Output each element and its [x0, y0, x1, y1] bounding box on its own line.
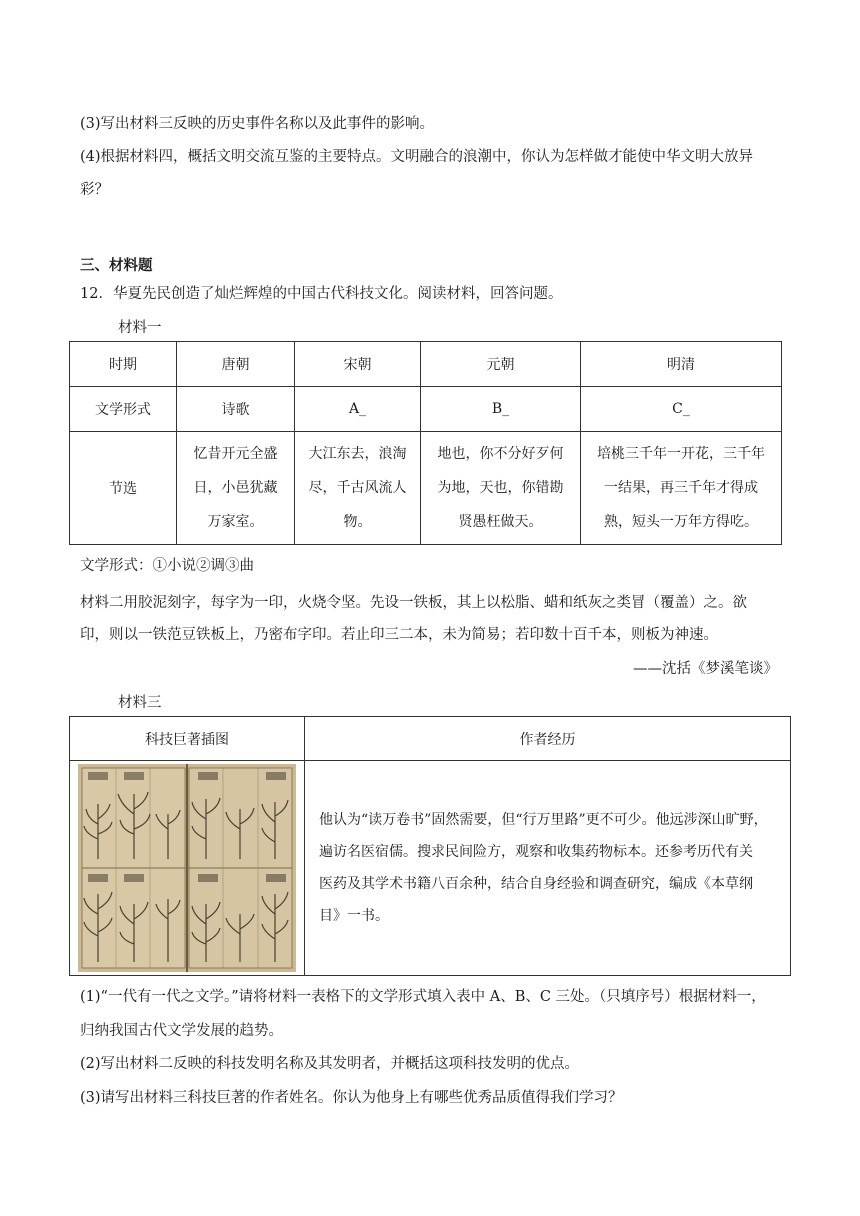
material-3-label: 材料三 [118, 695, 162, 711]
header-song: 宋朝 [295, 342, 421, 387]
question-12-intro: 12．华夏先民创造了灿烂辉煌的中国古代科技文化。阅读材料，回答问题。 [80, 286, 563, 302]
author-text-line4: 目》一书。 [319, 908, 389, 924]
material-2-line2: 印，则以一铁范豆铁板上，乃密布字印。若止印三二本，未为简易；若印数十百千本，则板为神速。 [80, 627, 718, 643]
material-1-table [69, 341, 782, 545]
material-2-attribution: ——沈括《梦溪笔谈》 [633, 661, 778, 677]
prev-question-3: (3)写出材料三反映的历史事件名称以及此事件的影响。 [80, 116, 435, 132]
excerpt-song: 大江东去，浪淘尽，千古风流人物。 [295, 432, 421, 545]
question-1-line2: 归纳我国古代文学发展的趋势。 [80, 1023, 283, 1039]
prev-question-4-line2: 彩？ [80, 182, 109, 198]
form-blank-b: B_ [421, 387, 581, 432]
excerpt-mingqing: 培桃三千年一开花，三千年一结果，再三千年才得成熟，短头一万年方得吃。 [581, 432, 782, 545]
excerpt-yuan: 地也，你不分好歹何为地，天也，你错勘贤愚枉做天。 [421, 432, 581, 545]
material-2-line1: 材料二用胶泥刻字，每字为一印，火烧令坚。先设一铁板，其上以松脂、蜡和纸灰之类冒（覆盖）之。欲 [80, 595, 747, 611]
form-blank-c: C_ [581, 387, 782, 432]
material-3-table [69, 716, 791, 976]
question-2: (2)写出材料二反映的科技发明名称及其发明者，并概括这项科技发明的优点。 [80, 1056, 580, 1072]
section-title: 三、材料题 [80, 258, 153, 274]
literary-forms-note: 文学形式：①小说②调③曲 [80, 558, 254, 574]
form-tang: 诗歌 [177, 387, 295, 432]
col-illustration-header: 科技巨著插图 [70, 717, 305, 761]
material-1-label: 材料一 [118, 320, 162, 336]
row-literary-form-label: 文学形式 [70, 387, 177, 432]
question-1-line1: (1)“一代有一代之文学。”请将材料一表格下的文学形式填入表中 A、B、C 三处。（只填序号）根据材料一， [80, 989, 766, 1005]
bencao-illustration-image [78, 764, 296, 972]
header-yuan: 元朝 [421, 342, 581, 387]
form-blank-a: A_ [295, 387, 421, 432]
author-experience-cell [305, 761, 791, 976]
header-mingqing: 明清 [581, 342, 782, 387]
prev-question-4-line1: (4)根据材料四，概括文明交流互鉴的主要特点。文明融合的浪潮中，你认为怎样做才能使中华文明大放异 [80, 149, 754, 165]
row-excerpt-label: 节选 [70, 432, 177, 545]
header-period: 时期 [70, 342, 177, 387]
header-tang: 唐朝 [177, 342, 295, 387]
author-text-line3: 医药及其学术书籍八百余种，结合自身经验和调查研究，编成《本草纲 [319, 876, 753, 892]
author-text-line2: 遍访名医宿儒。搜求民间险方，观察和收集药物标本。还参考历代有关 [319, 844, 753, 860]
illustration-cell [70, 761, 305, 976]
author-text-line1: 他认为“读万卷书”固然需要，但“行万里路”更不可少。他远涉深山旷野， [319, 812, 768, 828]
excerpt-tang: 忆昔开元全盛日，小邑犹藏万家室。 [177, 432, 295, 545]
question-3: (3)请写出材料三科技巨著的作者姓名。你认为他身上有哪些优秀品质值得我们学习？ [80, 1090, 623, 1106]
col-author-header: 作者经历 [305, 717, 791, 761]
